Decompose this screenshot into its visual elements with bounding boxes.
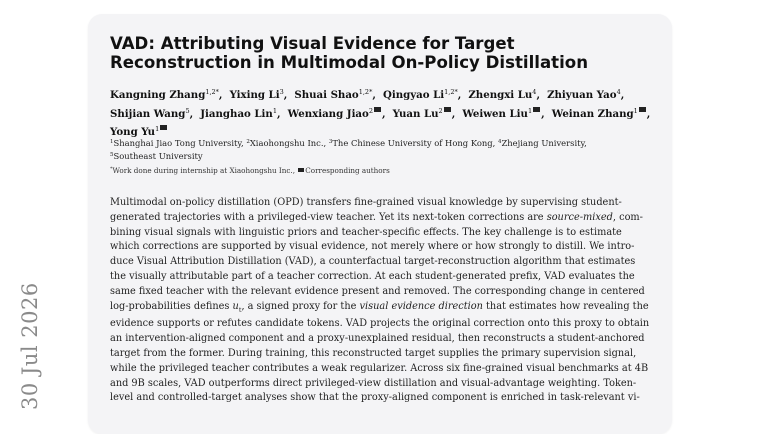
author-name: Zhengxi Lu — [468, 89, 533, 101]
footnote-star: * — [110, 166, 113, 172]
author-line: Kangning Zhang$^{1,2*}$, Yixing Li$^3$, Shuai Shao$^{1,2*}$, Qingyao $Li^{1,2*}$, Zhengxi Lu$^4$, Zhiyuan Yao$^4$, — [110, 88, 625, 101]
affiliation-sup: 2 — [246, 139, 250, 145]
envelope-icon — [533, 107, 540, 112]
abstract-line: level and controlled-target analyses show that the proxy-aligned component is enriched in task-relevant vi- — [110, 392, 640, 404]
author-sup: 3 — [279, 88, 284, 96]
author-name: Yong Yu — [110, 126, 156, 139]
emphasis: source-mixed — [546, 211, 613, 223]
author-sup: 1 — [528, 107, 541, 115]
abstract-line: duce Visual Attribution Distillation (VAD), a counterfactual target-reconstruction algorithm that estimates — [110, 256, 636, 268]
author-line: Shijian Wang$^5$, Jianghao Lin$^1$, Wenxiang Jiao$^2$ , Yuan Lu$^2$ , Weiwen Liu$^1$ , Weinan Zhang$^1$ , — [110, 106, 651, 120]
math-subscript: t — [238, 305, 242, 314]
envelope-icon — [298, 168, 304, 172]
affiliation-text: Shanghai Jiao Tong University, — [113, 138, 247, 148]
abstract-line: evidence supports or refutes candidate tokens. VAD projects the original correction onto this proxy to obtain — [110, 318, 650, 330]
paper-title — [110, 34, 650, 72]
abstract-line: while the privileged teacher contributes a weak regularizer. Across six fine-grained visual benchmarks at 4B — [110, 362, 649, 374]
abstract-line: an intervention-aligned component and a proxy-unexplained residual, then reconstructs a student-anchored — [110, 333, 645, 345]
author-name: Yuan Lu — [392, 107, 439, 120]
author-name: Wenxiang Jiao — [287, 107, 369, 120]
author-name: Yixing Li — [229, 89, 280, 101]
author-sup: 2 — [439, 107, 452, 115]
affiliation-text: Xiaohongshu Inc., — [249, 138, 329, 148]
footnote-text: Corresponding authors — [305, 166, 390, 175]
footnote-text: Work done during internship at Xiaohongshu Inc., — [112, 166, 298, 175]
author-sup: 1,2* — [205, 88, 219, 96]
author-name: Jianghao Lin — [200, 107, 273, 120]
abstract-line: the visually attributable part of a teacher correction. At each student-generated prefix, VAD evaluates the — [110, 270, 635, 282]
author-sup: 4 — [616, 88, 621, 96]
abstract-line: generated trajectories with a privileged-view teacher. Yet its next-token corrections are source-mixed, com- — [110, 211, 643, 223]
math-symbol: u — [232, 300, 239, 312]
affiliation-text: Southeast University — [113, 150, 203, 161]
author-sup: 1,2* — [444, 88, 458, 96]
author-sup: 2 — [369, 107, 382, 115]
envelope-icon — [160, 125, 167, 130]
affiliation-sup: 1 — [110, 139, 114, 145]
envelope-icon — [444, 107, 451, 112]
footnote — [110, 166, 390, 175]
affiliation-text: Zhejiang University, — [501, 138, 587, 148]
author-sup: 1 — [155, 125, 168, 133]
author-list — [110, 85, 655, 141]
author-name: Zhiyuan Yao — [547, 89, 617, 101]
emphasis: visual evidence direction — [359, 300, 483, 312]
title-line: Reconstruction in Multimodal On-Policy Distillation — [110, 53, 589, 72]
author-sup: 1 — [272, 106, 277, 115]
affiliations — [110, 137, 655, 162]
author-name: Weinan Zhang — [551, 107, 634, 120]
abstract-line: which corrections are supported by visual evidence, not merely where or how strongly to distill. We intro- — [110, 241, 635, 253]
abstract-line: same fixed teacher with the relevant evidence present and removed. The corresponding change in centered — [110, 285, 645, 297]
author-name: Shuai Shao — [294, 89, 359, 101]
author-name: Shijian Wang — [110, 107, 186, 120]
envelope-icon — [374, 107, 381, 112]
abstract-line: Multimodal on-policy distillation (OPD) transfers fine-grained visual knowledge by supervising student- — [110, 197, 622, 208]
abstract-line: and 9B scales, VAD outperforms direct privileged-view distillation and visual-advantage weighting. Token- — [110, 377, 637, 389]
author-sup: 5 — [185, 106, 190, 115]
author-name: Kangning Zhang — [110, 89, 206, 101]
abstract-line: log-probabilities defines $u_t$, a signed proxy for the visual evidence direction that estimates how revealing the — [110, 300, 649, 314]
author-sup: 1,2* — [358, 88, 373, 96]
affiliation-sup: 5 — [110, 151, 114, 158]
author-sup: 4 — [532, 88, 537, 96]
abstract-line: target from the former. During training, this reconstructed target supplies the primary supervision signal, — [110, 347, 637, 359]
affiliation-text: The Chinese University of Hong Kong, — [332, 138, 498, 148]
affiliation-sup: 4 — [497, 139, 502, 145]
affiliation-line — [110, 137, 655, 150]
abstract — [110, 196, 655, 406]
arxiv-date-stamp: 30 Jul 2026 — [18, 282, 42, 410]
affiliation-sup: 3 — [328, 139, 333, 145]
author-name: Weiwen Liu — [462, 107, 528, 120]
envelope-icon — [639, 107, 646, 112]
title-line: VAD: Attributing Visual Evidence for Target — [110, 34, 515, 53]
author-sup: 1 — [634, 107, 647, 115]
affiliation-line — [110, 150, 655, 163]
author-name: Qingyao Li — [382, 89, 445, 101]
abstract-line: bining visual signals with linguistic priors and teacher-specific effects. The key challenge is to estimate — [110, 226, 622, 238]
